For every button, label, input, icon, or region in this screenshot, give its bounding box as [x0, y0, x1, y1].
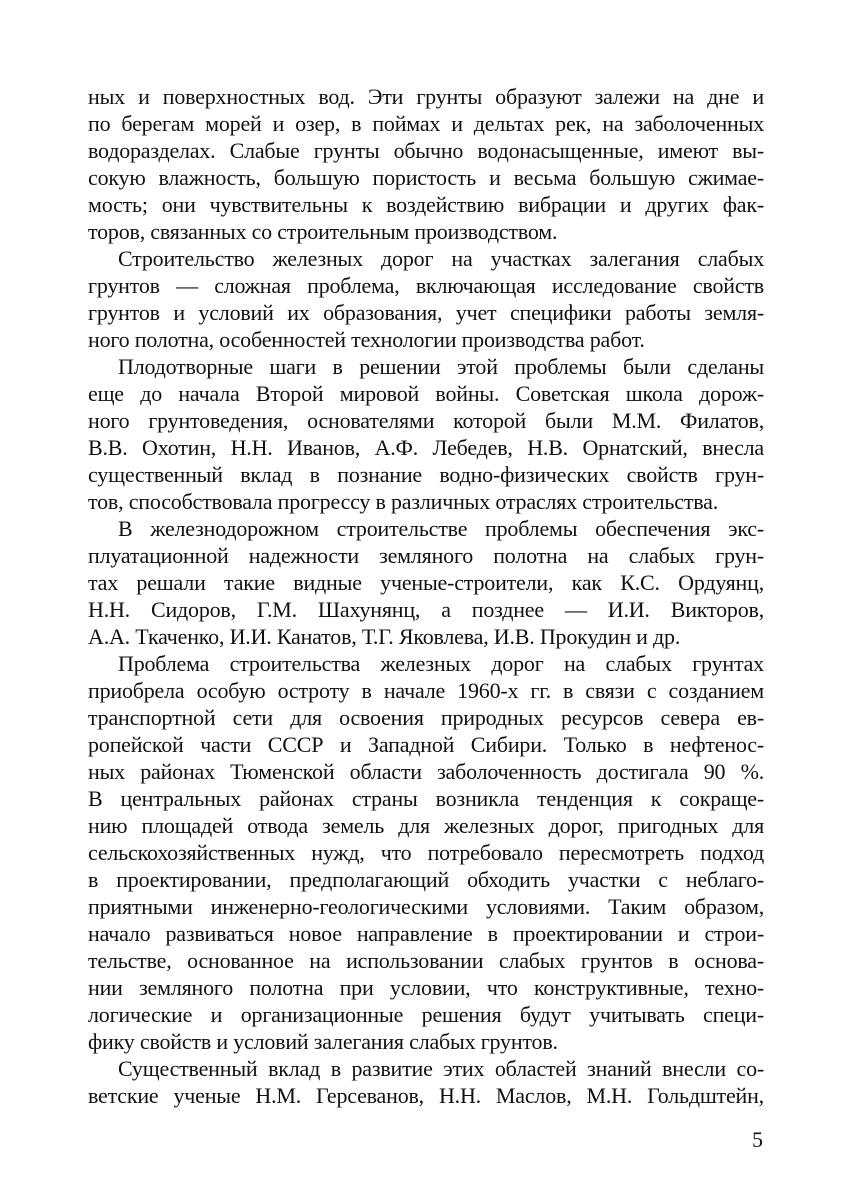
text-line: сельскохозяйственных нужд, что потребовало пересмотреть подход — [88, 840, 764, 865]
text-line: ных районах Тюменской области заболоченность достигала 90 %. — [88, 759, 764, 784]
text-line: Плодотворные шаги в решении этой проблемы были сделаны — [118, 354, 764, 379]
paragraph — [88, 650, 764, 1055]
text-line: грунтов и условий их образования, учет специфики работы земля- — [88, 300, 764, 325]
paragraph — [88, 245, 764, 353]
text-line: В центральных районах страны возникла тенденция к сокраще- — [88, 786, 764, 811]
text-line: транспортной сети для освоения природных ресурсов севера ев- — [88, 705, 764, 730]
text-line: тельстве, основанное на использовании слабых грунтов в основа- — [88, 948, 764, 973]
text-line: В.В. Охотин, Н.Н. Иванов, А.Ф. Лебедев, Н.В. Орнатский, внесла — [88, 435, 764, 460]
text-line: еще до начала Второй мировой войны. Советская школа дорож- — [88, 381, 764, 406]
text-line: ного грунтоведения, основателями которой были М.М. Филатов, — [88, 408, 764, 433]
paragraph — [88, 83, 764, 245]
text-line: тах решали такие видные ученые-строители, как К.С. Ордуянц, — [88, 570, 764, 595]
text-line: мость; они чувствительны к воздействию вибрации и других фак- — [88, 192, 764, 217]
text-line: Строительство железных дорог на участках залегания слабых — [118, 246, 764, 271]
text-line: А.А. Ткаченко, И.И. Канатов, Т.Г. Яковлева, И.В. Прокудин и др. — [88, 624, 681, 649]
paragraph — [88, 1055, 764, 1109]
text-line: Н.Н. Сидоров, Г.М. Шахунянц, а позднее — И.И. Викторов, — [88, 597, 764, 622]
text-line: логические и организационные решения будут учитывать специ- — [88, 1002, 764, 1027]
text-line: начало развиваться новое направление в проектировании и строи- — [88, 921, 764, 946]
page-number: 5 — [752, 1127, 763, 1152]
text-line: грунтов — сложная проблема, включающая исследование свойств — [88, 273, 764, 298]
text-line: нию площадей отвода земель для железных дорог, пригодных для — [88, 813, 764, 838]
text-line: в проектировании, предполагающий обходить участки с неблаго- — [88, 867, 764, 892]
text-line: нии земляного полотна при условии, что конструктивные, техно- — [88, 975, 764, 1000]
text-line: В железнодорожном строительстве проблемы обеспечения экс- — [118, 516, 764, 541]
text-line: водоразделах. Слабые грунты обычно водонасыщенные, имеют вы- — [88, 138, 764, 163]
paragraph — [88, 515, 764, 650]
text-line: ных и поверхностных вод. Эти грунты образуют залежи на дне и — [88, 84, 764, 109]
text-line: сокую влажность, большую пористость и весьма большую сжимае- — [88, 165, 764, 190]
body-text — [88, 83, 764, 1109]
text-line: ветские ученые Н.М. Герсеванов, Н.Н. Маслов, М.Н. Гольдштейн, — [88, 1083, 764, 1108]
text-line: ропейской части СССР и Западной Сибири. Только в нефтенос- — [88, 732, 764, 757]
text-line: приятными инженерно-геологическими условиями. Таким образом, — [88, 894, 764, 919]
paragraph — [88, 353, 764, 515]
text-line: Существенный вклад в развитие этих областей знаний внесли со- — [118, 1056, 764, 1081]
text-line: торов, связанных со строительным производством. — [88, 219, 558, 244]
text-line: приобрела особую остроту в начале 1960-х гг. в связи с созданием — [88, 678, 764, 703]
text-line: по берегам морей и озер, в поймах и дельтах рек, на заболоченных — [88, 111, 764, 136]
text-line: ного полотна, особенностей технологии производства работ. — [88, 327, 645, 352]
text-line: фику свойств и условий залегания слабых грунтов. — [88, 1029, 558, 1054]
text-line: тов, способствовала прогрессу в различных отраслях строительства. — [88, 489, 719, 514]
text-line: существенный вклад в познание водно-физических свойств грун- — [88, 462, 764, 487]
text-line: плуатационной надежности земляного полотна на слабых грун- — [88, 543, 764, 568]
text-line: Проблема строительства железных дорог на слабых грунтах — [118, 651, 764, 676]
